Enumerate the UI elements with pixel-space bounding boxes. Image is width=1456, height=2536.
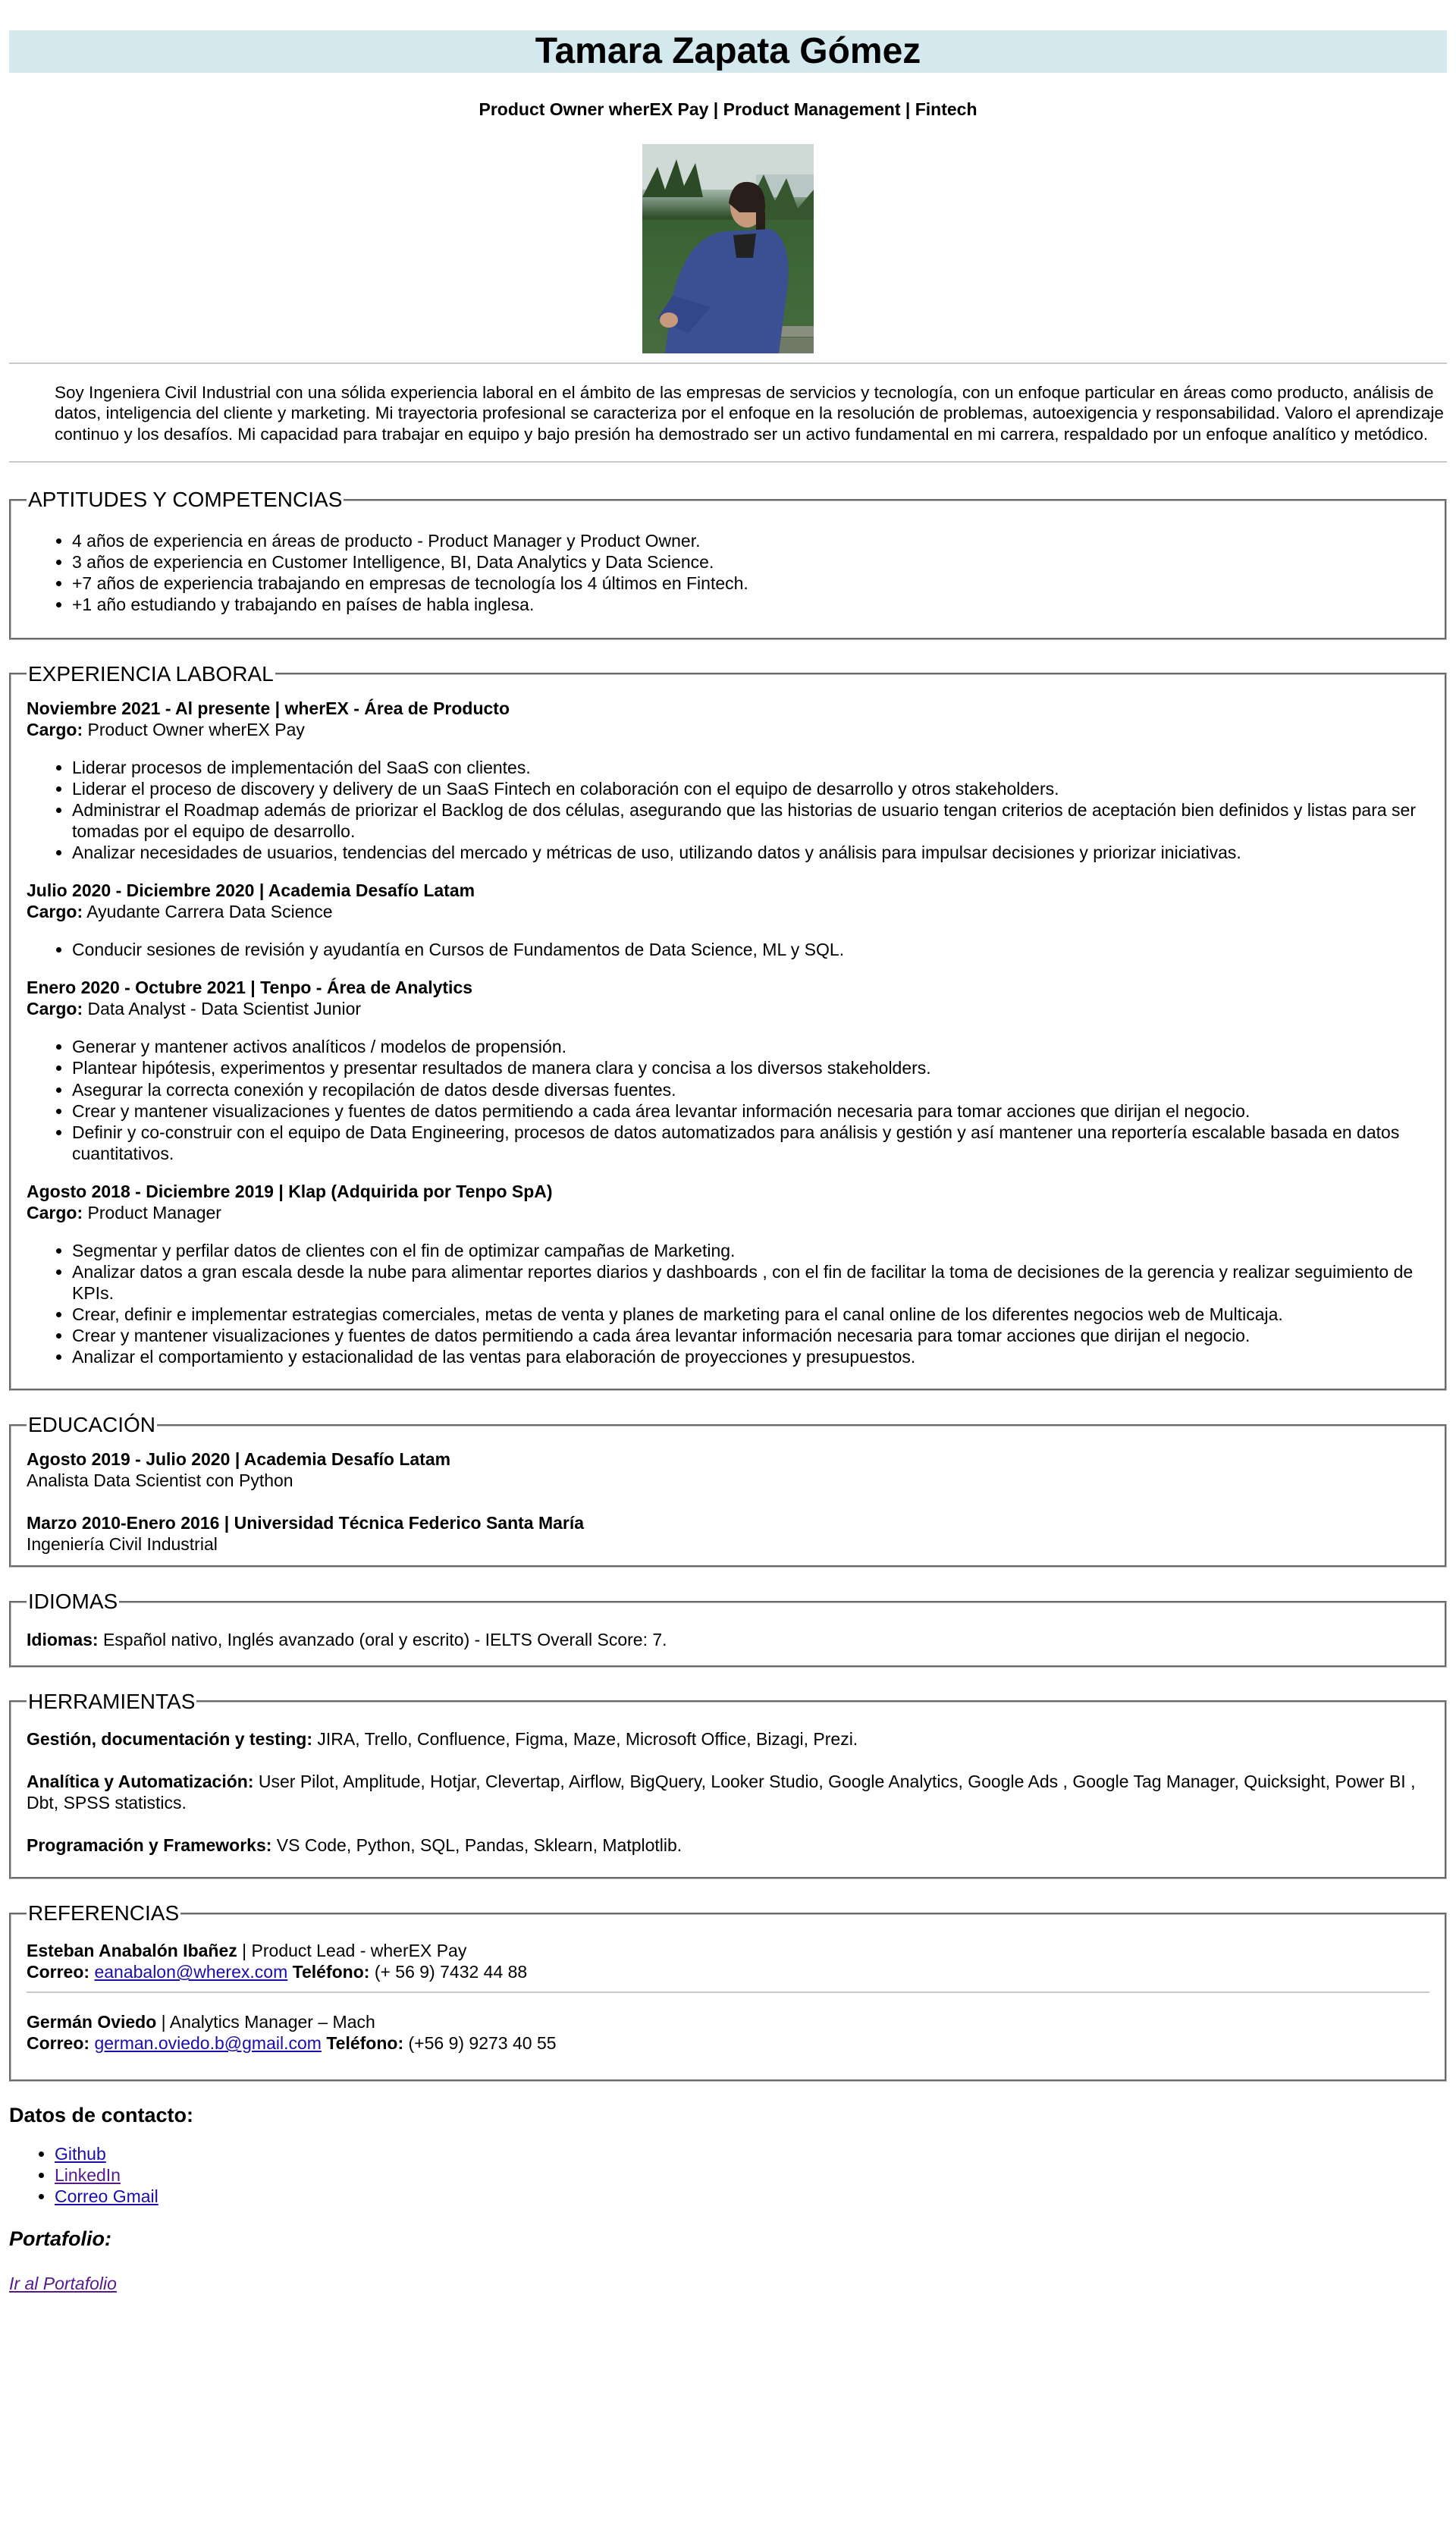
languages-section bbox=[9, 1589, 1447, 1667]
job-role: Data Analyst - Data Scientist Junior bbox=[87, 999, 362, 1019]
divider bbox=[27, 1991, 1429, 1993]
job-entry bbox=[27, 977, 1429, 1163]
job-entry bbox=[27, 698, 1429, 863]
job-heading: Julio 2020 - Diciembre 2020 | Academia Desafío Latam bbox=[27, 880, 475, 901]
education-detail: Analista Data Scientist con Python bbox=[27, 1470, 293, 1491]
list-item bbox=[55, 2186, 1447, 2207]
cargo-label: Cargo: bbox=[27, 902, 83, 922]
page-title: Tamara Zapata Gómez bbox=[535, 31, 921, 71]
tools-text: VS Code, Python, SQL, Pandas, Sklearn, Matplotlib. bbox=[276, 1835, 682, 1855]
reference-phone: (+56 9) 9273 40 55 bbox=[408, 2033, 557, 2054]
email-label: Correo: bbox=[27, 2033, 90, 2054]
list-item: • Generar y mantener activos analíticos / modelos de propensión. bbox=[72, 1036, 1429, 1057]
cargo-label: Cargo: bbox=[27, 999, 83, 1019]
list-item: • Asegurar la correcta conexión y recopilación de datos desde diversas fuentes. bbox=[72, 1079, 1429, 1100]
list-item: • Segmentar y perfilar datos de clientes con el fin de optimizar campañas de Marketing. bbox=[72, 1240, 1429, 1261]
references-section bbox=[9, 1900, 1447, 2082]
languages-label: Idiomas: bbox=[27, 1629, 99, 1649]
tools-label: Programación y Frameworks: bbox=[27, 1835, 272, 1855]
job-entry bbox=[27, 1181, 1429, 1367]
phone-label: Teléfono: bbox=[326, 2033, 404, 2054]
list-item bbox=[55, 2143, 1447, 2164]
list-item: • Conducir sesiones de revisión y ayudantía en Cursos de Fundamentos de Data Science, ML y SQL. bbox=[72, 939, 1429, 960]
tools-text: JIRA, Trello, Confluence, Figma, Maze, Microsoft Office, Bizagi, Prezi. bbox=[317, 1728, 858, 1749]
reference-name: Germán Oviedo bbox=[27, 2012, 157, 2032]
contact-links bbox=[9, 2143, 1447, 2207]
job-role: Product Owner wherEX Pay bbox=[87, 719, 305, 739]
education-heading: Marzo 2010-Enero 2016 | Universidad Técnica Federico Santa María bbox=[27, 1513, 585, 1533]
education-heading: Agosto 2019 - Julio 2020 | Academia Desafío Latam bbox=[27, 1449, 451, 1470]
profile-photo bbox=[642, 144, 814, 353]
list-item: • Plantear hipótesis, experimentos y presentar resultados de manera clara y concisa a los diversos stakeholders. bbox=[72, 1057, 1429, 1078]
job-heading: Enero 2020 - Octubre 2021 | Tenpo - Área de Analytics bbox=[27, 978, 473, 998]
gmail-link[interactable]: Correo Gmail bbox=[55, 2186, 158, 2207]
reference-role: | Analytics Manager – Mach bbox=[161, 2012, 375, 2032]
reference-name: Esteban Anabalón Ibañez bbox=[27, 1941, 237, 1961]
profile-summary: Soy Ingeniera Civil Industrial con una sólida experiencia laboral en el ámbito de las empresas de servicios y tecnología, con un enfoque particular en áreas como producto, análisis de datos, inteligencia del cliente y marketing. Mi trayectoria profesional se caracteriza por el enfoque en la resolución de problemas, autoexigencia y responsabilidad. Valoro el aprendizaje continuo y los desafíos. Mi capacidad para trabajar en equipo y bajo presión ha demostrado ser un activo fundamental en mi carrera, respaldado por un enfoque analítico y metódico. bbox=[55, 383, 1444, 444]
list-item: • +1 año estudiando y trabajando en países de habla inglesa. bbox=[72, 594, 1429, 615]
tools-group bbox=[27, 1835, 1429, 1856]
reference-email-link[interactable]: eanabalon@wherex.com bbox=[94, 1962, 288, 1982]
list-item: • +7 años de experiencia trabajando en empresas de tecnología los 4 últimos en Fintech. bbox=[72, 573, 1429, 594]
linkedin-link[interactable]: LinkedIn bbox=[55, 2165, 121, 2186]
education-entry bbox=[27, 1512, 1429, 1555]
list-item: • Crear y mantener visualizaciones y fuentes de datos permitiendo a cada área levantar información necesaria para tomar acciones que dirijan el negocio. bbox=[72, 1325, 1429, 1346]
subtitle: Product Owner wherEX Pay | Product Management | Fintech bbox=[479, 99, 977, 119]
tools-text: User Pilot, Amplitude, Hotjar, Clevertap, Airflow, BigQuery, Looker Studio, Google Analytics, Google Ads , Google Tag Manager, Quicksight, Power BI , Dbt, SPSS statistics. bbox=[27, 1771, 1416, 1813]
list-item: • Crear y mantener visualizaciones y fuentes de datos permitiendo a cada área levantar información necesaria para tomar acciones que dirijan el negocio. bbox=[72, 1100, 1429, 1122]
github-link[interactable]: Github bbox=[55, 2144, 106, 2164]
tools-label: Gestión, documentación y testing: bbox=[27, 1728, 312, 1749]
list-item: • 3 años de experiencia en Customer Intelligence, BI, Data Analytics y Data Science. bbox=[72, 551, 1429, 573]
job-entry bbox=[27, 880, 1429, 960]
contact-heading: Datos de contacto: bbox=[9, 2104, 194, 2127]
section-title: EDUCACIÓN bbox=[28, 1413, 156, 1437]
list-item: • Liderar el proceso de discovery y delivery de un SaaS Fintech en colaboración con el equipo de desarrollo y otros stakeholders. bbox=[72, 778, 1429, 799]
job-role: Product Manager bbox=[87, 1202, 221, 1222]
list-item: • Liderar procesos de implementación del SaaS con clientes. bbox=[72, 757, 1429, 778]
education-section bbox=[9, 1412, 1447, 1568]
section-title: IDIOMAS bbox=[28, 1590, 118, 1614]
section-title: EXPERIENCIA LABORAL bbox=[28, 661, 274, 686]
divider bbox=[9, 461, 1447, 463]
list-item: • 4 años de experiencia en áreas de producto - Product Manager y Product Owner. bbox=[72, 530, 1429, 551]
experience-section bbox=[9, 661, 1447, 1391]
job-heading: Noviembre 2021 - Al presente | wherEX - Área de Producto bbox=[27, 698, 510, 718]
reference-phone: (+ 56 9) 7432 44 88 bbox=[374, 1962, 528, 1982]
cargo-label: Cargo: bbox=[27, 719, 83, 739]
list-item: • Definir y co-construir con el equipo de Data Engineering, procesos de datos automatizados para análisis y gestión y así mantener una reportería escalable basada en datos cuantitativos. bbox=[72, 1122, 1429, 1164]
list-item: • Analizar datos a gran escala desde la nube para alimentar reportes diarios y dashboards , con el fin de facilitar la toma de decisiones de la gerencia y realizar seguimiento de KPIs. bbox=[72, 1261, 1429, 1304]
job-role: Ayudante Carrera Data Science bbox=[86, 902, 333, 922]
phone-label: Teléfono: bbox=[292, 1962, 370, 1982]
tools-label: Analítica y Automatización: bbox=[27, 1771, 254, 1791]
email-label: Correo: bbox=[27, 1962, 90, 1982]
skills-list bbox=[27, 530, 1429, 615]
education-detail: Ingeniería Civil Industrial bbox=[27, 1534, 218, 1555]
portfolio-link[interactable]: Ir al Portafolio bbox=[9, 2274, 117, 2294]
list-item: • Analizar el comportamiento y estacionalidad de las ventas para elaboración de proyecciones y presupuestos. bbox=[72, 1346, 1429, 1367]
tools-section bbox=[9, 1689, 1447, 1879]
education-entry bbox=[27, 1448, 1429, 1491]
reference-role: | Product Lead - wherEX Pay bbox=[242, 1941, 467, 1961]
section-title: APTITUDES Y COMPETENCIAS bbox=[28, 488, 343, 512]
section-title: HERRAMIENTAS bbox=[28, 1689, 196, 1713]
name-banner bbox=[9, 30, 1447, 73]
divider bbox=[9, 363, 1447, 364]
list-item: • Analizar necesidades de usuarios, tendencias del mercado y métricas de uso, utilizando datos y análisis para impulsar decisiones y priorizar iniciativas. bbox=[72, 842, 1429, 863]
reference-entry bbox=[27, 2011, 1429, 2054]
section-title: REFERENCIAS bbox=[28, 1900, 180, 1925]
list-item: • Crear, definir e implementar estrategias comerciales, metas de venta y planes de marketing para el canal online de los diferentes negocios web de Multicaja. bbox=[72, 1304, 1429, 1325]
list-item: • Administrar el Roadmap además de priorizar el Backlog de dos células, asegurando que las historias de usuario tengan criterios de aceptación bien definidos y listas para ser tomadas por el equipo de desarrollo. bbox=[72, 799, 1429, 842]
languages-text: Español nativo, Inglés avanzado (oral y escrito) - IELTS Overall Score: 7. bbox=[102, 1629, 667, 1649]
cargo-label: Cargo: bbox=[27, 1202, 83, 1222]
list-item bbox=[55, 2164, 1447, 2186]
tools-group bbox=[27, 1771, 1429, 1813]
reference-email-link[interactable]: german.oviedo.b@gmail.com bbox=[94, 2033, 322, 2054]
reference-entry bbox=[27, 1940, 1429, 1982]
skills-section bbox=[9, 487, 1447, 639]
tools-group bbox=[27, 1728, 1429, 1750]
portfolio-heading: Portafolio: bbox=[9, 2227, 111, 2251]
job-heading: Agosto 2018 - Diciembre 2019 | Klap (Adquirida por Tenpo SpA) bbox=[27, 1181, 553, 1201]
